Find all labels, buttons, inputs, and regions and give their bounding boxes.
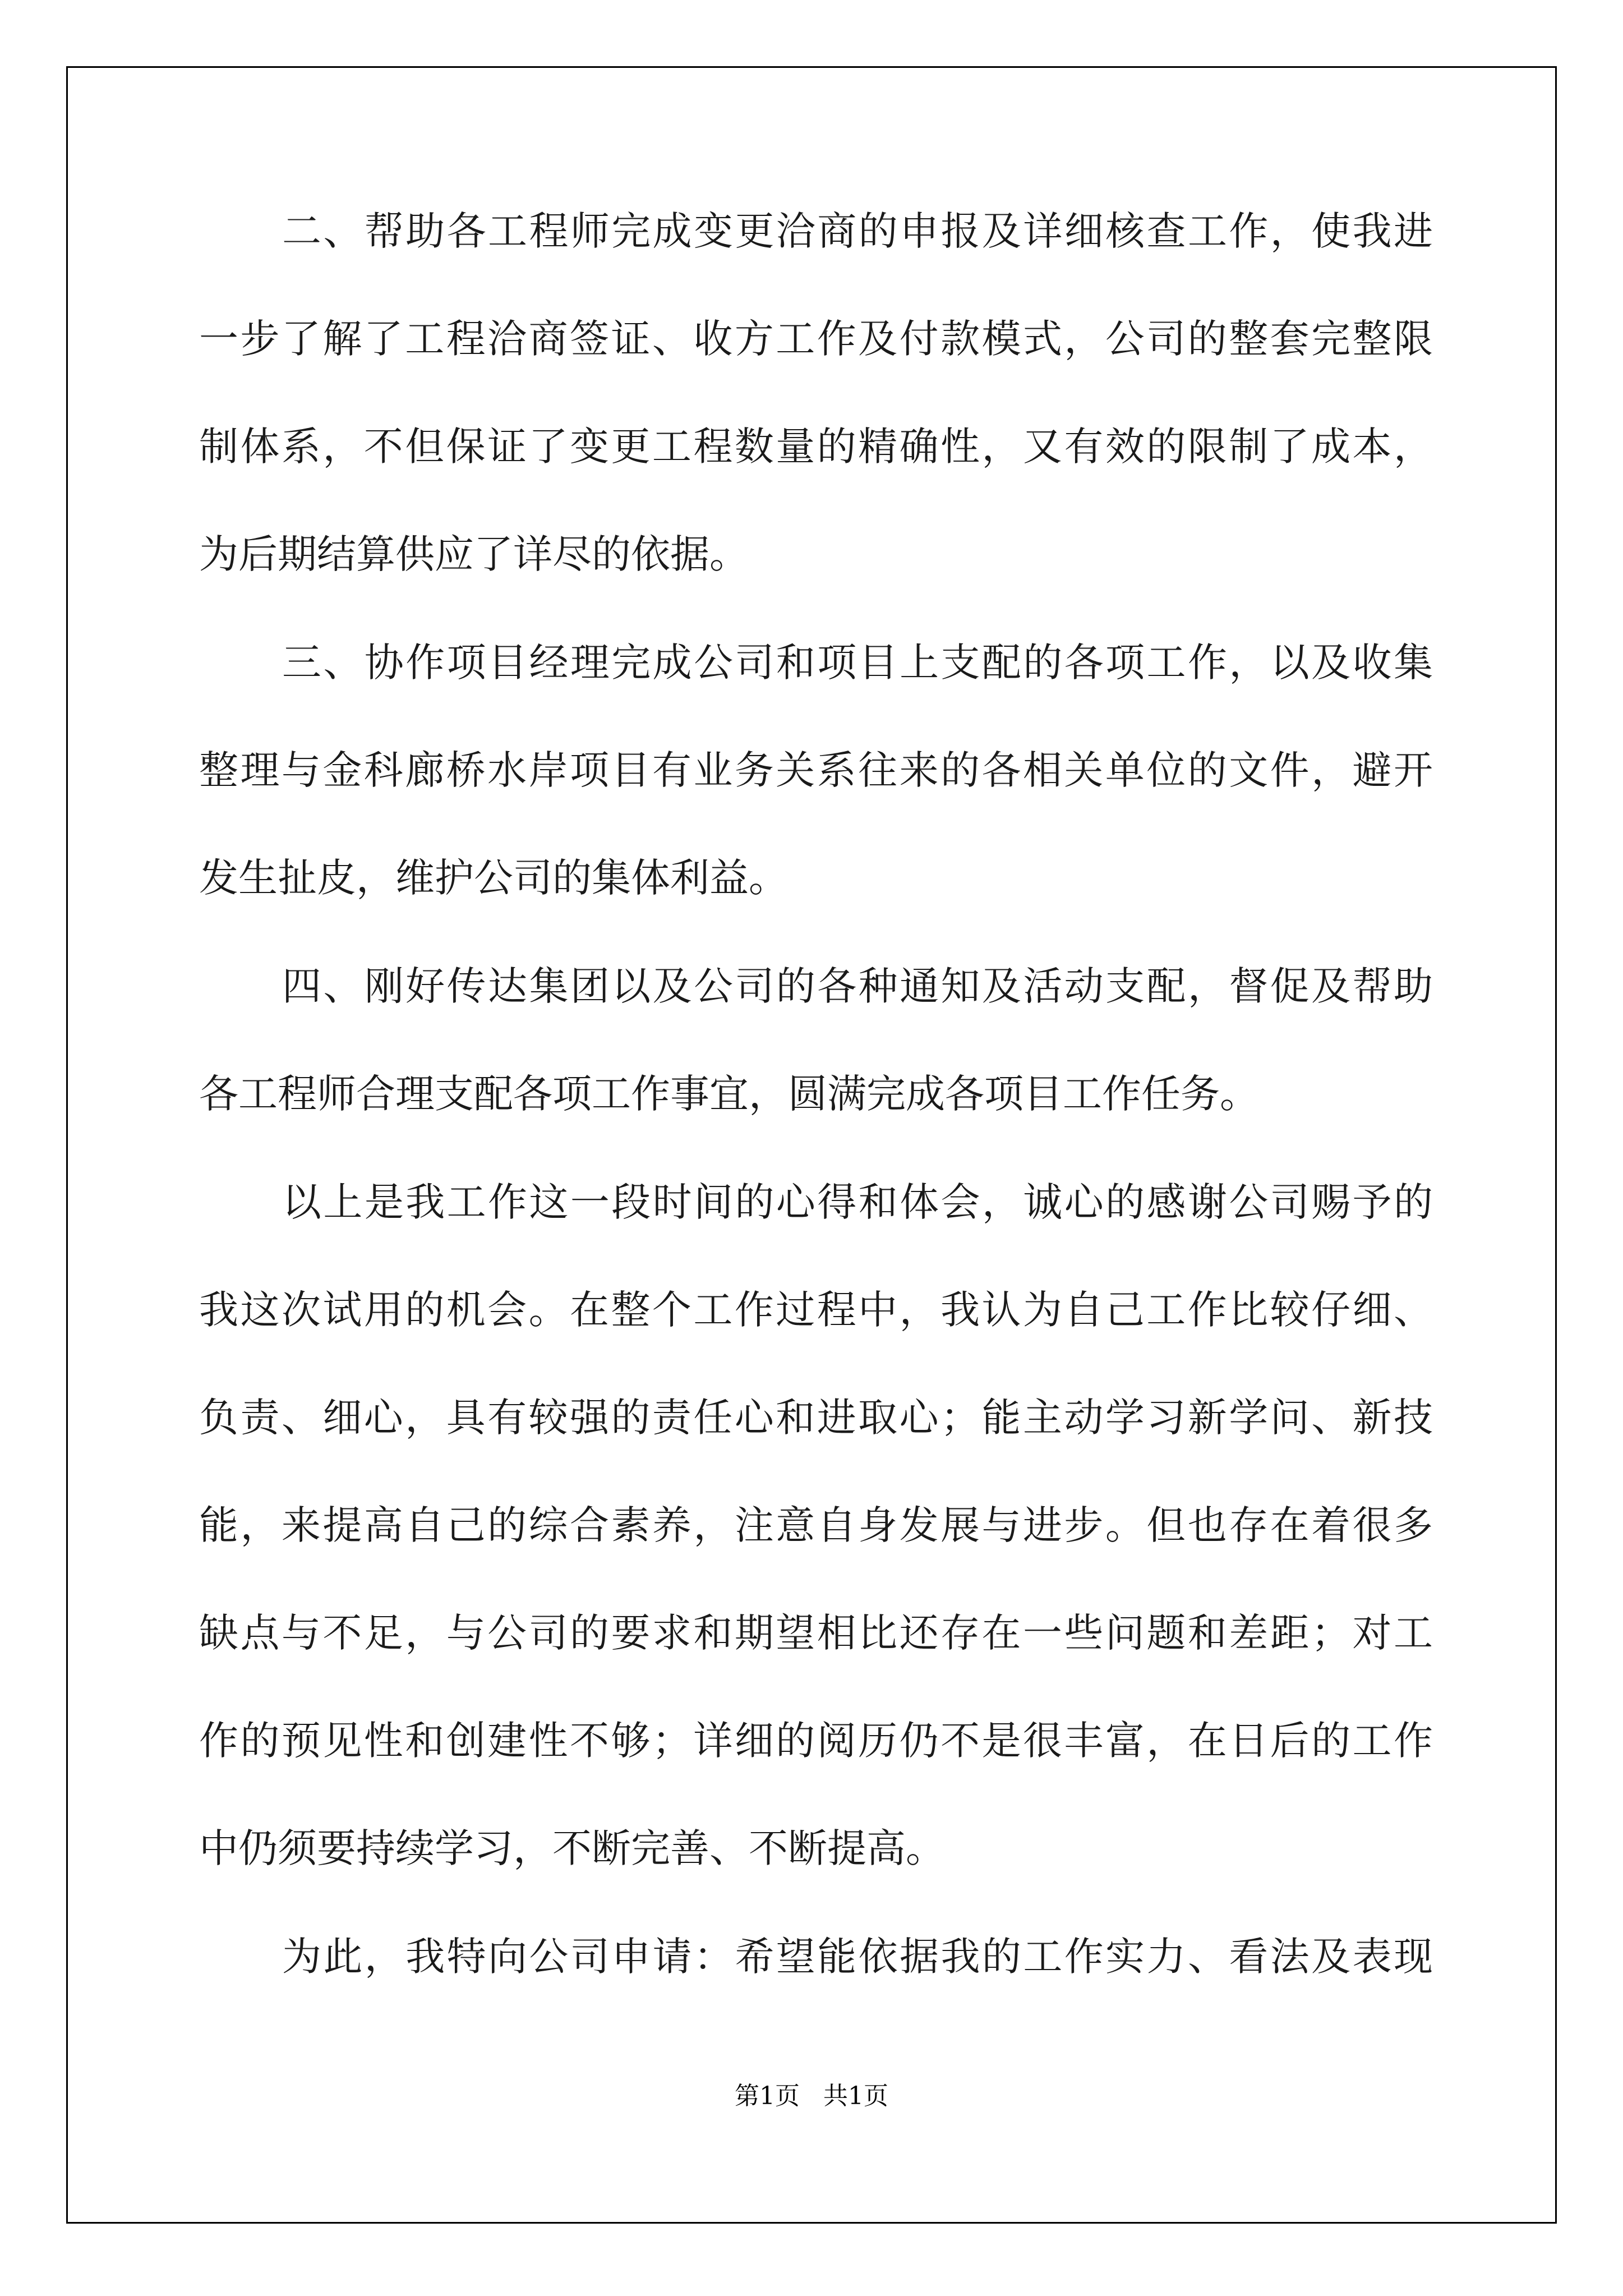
text-line: 二、帮助各工程师完成变更洽商的申报及详细核查工作，使我进: [282, 208, 1433, 254]
text-line: 三、协作项目经理完成公司和项目上支配的各项工作，以及收集: [282, 639, 1433, 685]
text-line: 缺点与不足，与公司的要求和期望相比还存在一些问题和差距；对工: [199, 1610, 1433, 1656]
text-line: 发生扯皮，维护公司的集体利益。: [199, 855, 788, 901]
text-line: 制体系，不但保证了变更工程数量的精确性，又有效的限制了成本，: [199, 424, 1433, 470]
footer-spacer: [800, 2082, 823, 2110]
text-line: 以上是我工作这一段时间的心得和体会，诚心的感谢公司赐予的: [282, 1179, 1433, 1225]
text-line: 为后期结算供应了详尽的依据。: [199, 531, 749, 577]
paragraph: [199, 1176, 1433, 1875]
paragraph: [199, 960, 1433, 1121]
paragraph: [199, 1930, 1433, 1984]
text-line: 我这次试用的机会。在整个工作过程中，我认为自己工作比较仔细、: [199, 1287, 1433, 1333]
paragraph: [199, 636, 1433, 905]
page-number: 第1页: [735, 2082, 800, 2110]
text-line: 能，来提高自己的综合素养，注意自身发展与进步。但也存在着很多: [199, 1502, 1433, 1548]
text-line: 作的预见性和创建性不够；详细的阅历仍不是很丰富，在日后的工作: [199, 1718, 1433, 1764]
page-footer: [0, 2076, 1623, 2111]
page-total: 共1页: [823, 2082, 888, 2110]
document-body: [199, 205, 1433, 1984]
text-line: 各工程师合理支配各项工作事宜，圆满完成各项目工作任务。: [199, 1071, 1259, 1117]
text-line: 整理与金科廊桥水岸项目有业务关系往来的各相关单位的文件，避开: [199, 747, 1433, 793]
paragraph: [199, 205, 1433, 581]
text-line: 一步了解了工程洽商签证、收方工作及付款模式，公司的整套完整限: [199, 316, 1433, 362]
text-line: 四、刚好传达集团以及公司的各种通知及活动支配，督促及帮助: [282, 963, 1433, 1009]
text-line: 中仍须要持续学习，不断完善、不断提高。: [199, 1825, 945, 1871]
text-line: 负责、细心，具有较强的责任心和进取心；能主动学习新学问、新技: [199, 1395, 1433, 1441]
text-line: 为此，我特向公司申请：希望能依据我的工作实力、看法及表现: [282, 1934, 1433, 1980]
